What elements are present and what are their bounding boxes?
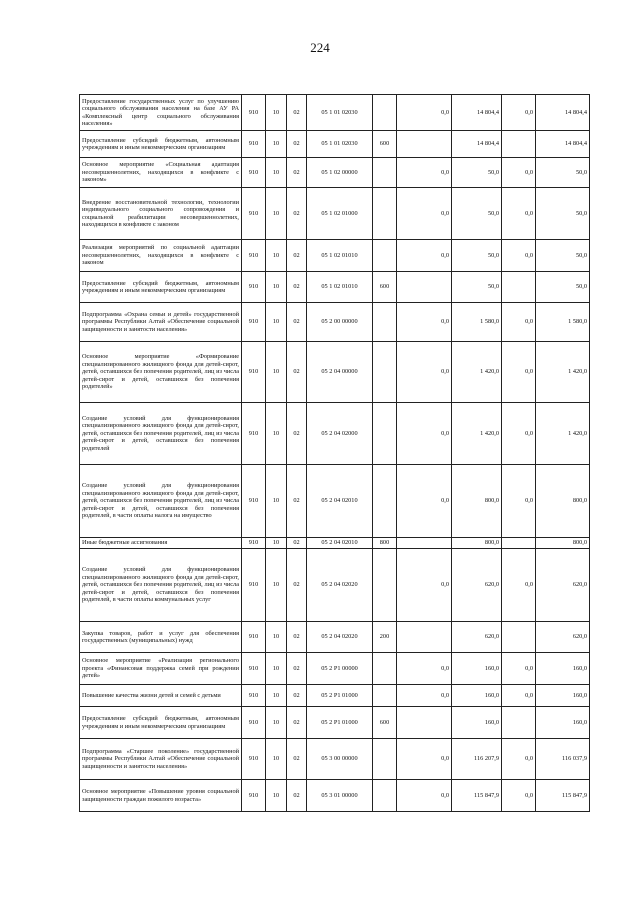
- cell-amount-4: 50,0: [536, 240, 590, 272]
- cell-amount-4: 620,0: [536, 622, 590, 653]
- cell-amount-1: 0,0: [397, 780, 452, 812]
- cell-subsection: 02: [287, 685, 307, 707]
- cell-amount-4: 160,0: [536, 707, 590, 739]
- table-row: [80, 188, 590, 240]
- cell-amount-1: 0,0: [397, 653, 452, 685]
- cell-expense-kind: 600: [373, 707, 397, 739]
- cell-amount-2: 50,0: [452, 158, 502, 188]
- cell-amount-3: 0,0: [502, 95, 536, 131]
- cell-name: Повышение качества жизни детей и семей с детьми: [80, 685, 242, 707]
- table-row: [80, 653, 590, 685]
- budget-table: [79, 94, 590, 812]
- cell-section: 10: [266, 95, 287, 131]
- cell-subsection: 02: [287, 622, 307, 653]
- cell-amount-3: 0,0: [502, 188, 536, 240]
- cell-section: 10: [266, 622, 287, 653]
- cell-amount-3: 0,0: [502, 739, 536, 780]
- cell-name: Предоставление государственных услуг по улучшению социального обслуживания населения на базе АУ РА «Комплексный центр социального обслуживания населения»: [80, 95, 242, 131]
- cell-target-article: 05 2 P1 01000: [307, 685, 373, 707]
- cell-expense-kind: 200: [373, 622, 397, 653]
- cell-target-article: 05 3 01 00000: [307, 780, 373, 812]
- cell-name: Подпрограмма «Охрана семьи и детей» государственной программы Республики Алтай «Обеспечение социальной защищенности и занятости населения»: [80, 303, 242, 342]
- cell-subsection: 02: [287, 131, 307, 158]
- cell-name: Основное мероприятие «Формирование специализированного жилищного фонда для детей-сирот, детей, оставшихся без попечения родителей, лиц из числа детей-сирот и детей, оставшихся без попечения родителей»: [80, 342, 242, 403]
- cell-subsection: 02: [287, 780, 307, 812]
- cell-expense-kind: [373, 465, 397, 538]
- cell-amount-4: 1 580,0: [536, 303, 590, 342]
- cell-target-article: 05 3 00 00000: [307, 739, 373, 780]
- table-row: [80, 739, 590, 780]
- cell-amount-1: 0,0: [397, 188, 452, 240]
- cell-amount-1: [397, 538, 452, 549]
- cell-name: Создание условий для функционирования специализированного жилищного фонда для детей-сирот, детей, оставшихся без попечения родителей, лиц из числа детей-сирот и детей, оставшихся без попечения родителей, в части оплаты коммунальных услуг: [80, 549, 242, 622]
- budget-table-body: [80, 95, 590, 812]
- table-row: [80, 538, 590, 549]
- cell-target-article: 05 2 04 00000: [307, 342, 373, 403]
- cell-name: Внедрение восстановительной технологии, технологии индивидуального социального сопровождения и социальной реабилитации несовершеннолетних, находящихся в конфликте с законом: [80, 188, 242, 240]
- cell-name: Подпрограмма «Старшее поколение» государственной программы Республики Алтай «Обеспечение социальной защищенности и занятости населения»: [80, 739, 242, 780]
- cell-subsection: 02: [287, 95, 307, 131]
- table-row: [80, 95, 590, 131]
- cell-amount-4: 620,0: [536, 549, 590, 622]
- cell-expense-kind: 600: [373, 272, 397, 303]
- cell-section: 10: [266, 780, 287, 812]
- cell-expense-kind: [373, 95, 397, 131]
- cell-amount-4: 50,0: [536, 272, 590, 303]
- cell-target-article: 05 1 02 01010: [307, 272, 373, 303]
- cell-section: 10: [266, 403, 287, 465]
- cell-amount-3: [502, 707, 536, 739]
- cell-target-article: 05 2 P1 01000: [307, 707, 373, 739]
- cell-ministry: 910: [242, 685, 266, 707]
- cell-amount-1: 0,0: [397, 685, 452, 707]
- cell-amount-3: 0,0: [502, 685, 536, 707]
- cell-section: 10: [266, 342, 287, 403]
- cell-amount-1: [397, 622, 452, 653]
- table-row: [80, 403, 590, 465]
- cell-ministry: 910: [242, 158, 266, 188]
- cell-section: 10: [266, 131, 287, 158]
- cell-amount-1: 0,0: [397, 303, 452, 342]
- cell-name: Создание условий для функционирования специализированного жилищного фонда для детей-сирот, детей, оставшихся без попечения родителей, лиц из числа детей-сирот и детей, оставшихся без попечения родителей: [80, 403, 242, 465]
- cell-expense-kind: [373, 685, 397, 707]
- cell-section: 10: [266, 653, 287, 685]
- cell-expense-kind: [373, 739, 397, 780]
- cell-amount-2: 620,0: [452, 549, 502, 622]
- cell-amount-2: 1 420,0: [452, 342, 502, 403]
- cell-amount-3: 0,0: [502, 465, 536, 538]
- cell-amount-3: 0,0: [502, 653, 536, 685]
- cell-amount-2: 160,0: [452, 685, 502, 707]
- cell-amount-2: 115 847,9: [452, 780, 502, 812]
- cell-ministry: 910: [242, 465, 266, 538]
- cell-section: 10: [266, 538, 287, 549]
- cell-target-article: 05 2 04 02020: [307, 549, 373, 622]
- cell-subsection: 02: [287, 272, 307, 303]
- cell-ministry: 910: [242, 739, 266, 780]
- cell-amount-1: 0,0: [397, 739, 452, 780]
- cell-amount-3: 0,0: [502, 403, 536, 465]
- cell-amount-2: 116 207,9: [452, 739, 502, 780]
- table-row: [80, 272, 590, 303]
- cell-amount-1: 0,0: [397, 403, 452, 465]
- cell-amount-2: 14 804,4: [452, 95, 502, 131]
- cell-name: Реализация мероприятий по социальной адаптации несовершеннолетних, находящихся в конфликте с законом: [80, 240, 242, 272]
- cell-amount-4: 800,0: [536, 538, 590, 549]
- cell-amount-1: [397, 707, 452, 739]
- cell-target-article: 05 1 02 01010: [307, 240, 373, 272]
- cell-expense-kind: [373, 342, 397, 403]
- table-row: [80, 240, 590, 272]
- cell-target-article: 05 2 04 02010: [307, 538, 373, 549]
- cell-amount-2: 1 580,0: [452, 303, 502, 342]
- cell-amount-1: 0,0: [397, 240, 452, 272]
- cell-section: 10: [266, 188, 287, 240]
- cell-ministry: 910: [242, 707, 266, 739]
- table-row: [80, 158, 590, 188]
- cell-name: Создание условий для функционирования специализированного жилищного фонда для детей-сирот, детей, оставшихся без попечения родителей, лиц из числа детей-сирот и детей, оставшихся без попечения родителей, в части оплаты налога на имущество: [80, 465, 242, 538]
- cell-expense-kind: 600: [373, 131, 397, 158]
- cell-expense-kind: [373, 158, 397, 188]
- cell-name: Основное мероприятие «Социальная адаптация несовершеннолетних, находящихся в конфликте с законом»: [80, 158, 242, 188]
- cell-name: Закупка товаров, работ и услуг для обеспечения государственных (муниципальных) нужд: [80, 622, 242, 653]
- cell-amount-4: 14 804,4: [536, 95, 590, 131]
- cell-section: 10: [266, 549, 287, 622]
- cell-amount-4: 800,0: [536, 465, 590, 538]
- cell-subsection: 02: [287, 707, 307, 739]
- cell-amount-3: 0,0: [502, 158, 536, 188]
- cell-target-article: 05 1 01 02030: [307, 95, 373, 131]
- cell-section: 10: [266, 739, 287, 780]
- cell-ministry: 910: [242, 342, 266, 403]
- cell-ministry: 910: [242, 303, 266, 342]
- cell-name: Основное мероприятие «Реализация регионального проекта «Финансовая поддержка семей при рождении детей»: [80, 653, 242, 685]
- cell-target-article: 05 1 02 01000: [307, 188, 373, 240]
- cell-amount-2: 50,0: [452, 188, 502, 240]
- cell-amount-4: 14 804,4: [536, 131, 590, 158]
- cell-amount-2: 800,0: [452, 465, 502, 538]
- cell-section: 10: [266, 158, 287, 188]
- cell-ministry: 910: [242, 622, 266, 653]
- cell-ministry: 910: [242, 131, 266, 158]
- cell-target-article: 05 1 02 00000: [307, 158, 373, 188]
- cell-amount-4: 115 847,9: [536, 780, 590, 812]
- cell-section: 10: [266, 707, 287, 739]
- cell-target-article: 05 1 01 02030: [307, 131, 373, 158]
- cell-subsection: 02: [287, 739, 307, 780]
- cell-amount-3: 0,0: [502, 549, 536, 622]
- cell-amount-2: 1 420,0: [452, 403, 502, 465]
- cell-amount-3: 0,0: [502, 240, 536, 272]
- cell-ministry: 910: [242, 403, 266, 465]
- cell-ministry: 910: [242, 780, 266, 812]
- cell-subsection: 02: [287, 465, 307, 538]
- cell-ministry: 910: [242, 188, 266, 240]
- cell-expense-kind: [373, 653, 397, 685]
- cell-amount-3: 0,0: [502, 342, 536, 403]
- cell-amount-1: [397, 131, 452, 158]
- cell-amount-4: 1 420,0: [536, 342, 590, 403]
- cell-amount-4: 50,0: [536, 188, 590, 240]
- cell-ministry: 910: [242, 549, 266, 622]
- cell-name: Предоставление субсидий бюджетным, автономным учреждениям и иным некоммерческим организациям: [80, 131, 242, 158]
- cell-name: Основное мероприятие «Повышение уровня социальной защищенности граждан пожилого возраста»: [80, 780, 242, 812]
- cell-target-article: 05 2 04 02010: [307, 465, 373, 538]
- cell-amount-3: 0,0: [502, 780, 536, 812]
- cell-name: Иные бюджетные ассигнования: [80, 538, 242, 549]
- cell-section: 10: [266, 685, 287, 707]
- cell-name: Предоставление субсидий бюджетным, автономным учреждениям и иным некоммерческим организациям: [80, 707, 242, 739]
- cell-amount-3: [502, 538, 536, 549]
- cell-amount-1: [397, 272, 452, 303]
- cell-amount-4: 160,0: [536, 653, 590, 685]
- cell-amount-4: 1 420,0: [536, 403, 590, 465]
- cell-expense-kind: [373, 549, 397, 622]
- cell-subsection: 02: [287, 240, 307, 272]
- cell-section: 10: [266, 303, 287, 342]
- cell-expense-kind: [373, 240, 397, 272]
- table-row: [80, 622, 590, 653]
- cell-amount-3: [502, 131, 536, 158]
- cell-target-article: 05 2 00 00000: [307, 303, 373, 342]
- cell-amount-2: 50,0: [452, 240, 502, 272]
- cell-section: 10: [266, 240, 287, 272]
- table-row: [80, 780, 590, 812]
- cell-amount-2: 620,0: [452, 622, 502, 653]
- cell-amount-2: 14 804,4: [452, 131, 502, 158]
- cell-subsection: 02: [287, 158, 307, 188]
- cell-ministry: 910: [242, 272, 266, 303]
- cell-expense-kind: 800: [373, 538, 397, 549]
- cell-ministry: 910: [242, 538, 266, 549]
- cell-subsection: 02: [287, 549, 307, 622]
- cell-subsection: 02: [287, 342, 307, 403]
- table-row: [80, 303, 590, 342]
- cell-target-article: 05 2 P1 00000: [307, 653, 373, 685]
- cell-subsection: 02: [287, 303, 307, 342]
- cell-amount-4: 50,0: [536, 158, 590, 188]
- table-row: [80, 685, 590, 707]
- cell-subsection: 02: [287, 538, 307, 549]
- table-row: [80, 707, 590, 739]
- cell-ministry: 910: [242, 240, 266, 272]
- cell-amount-3: 0,0: [502, 303, 536, 342]
- cell-amount-2: 50,0: [452, 272, 502, 303]
- cell-expense-kind: [373, 403, 397, 465]
- cell-section: 10: [266, 465, 287, 538]
- cell-amount-2: 160,0: [452, 707, 502, 739]
- cell-amount-1: 0,0: [397, 342, 452, 403]
- cell-expense-kind: [373, 780, 397, 812]
- cell-target-article: 05 2 04 02000: [307, 403, 373, 465]
- cell-amount-1: 0,0: [397, 465, 452, 538]
- cell-amount-1: 0,0: [397, 158, 452, 188]
- cell-target-article: 05 2 04 02020: [307, 622, 373, 653]
- cell-section: 10: [266, 272, 287, 303]
- cell-ministry: 910: [242, 95, 266, 131]
- table-row: [80, 342, 590, 403]
- cell-expense-kind: [373, 303, 397, 342]
- table-row: [80, 549, 590, 622]
- cell-amount-3: [502, 272, 536, 303]
- cell-amount-2: 160,0: [452, 653, 502, 685]
- cell-subsection: 02: [287, 653, 307, 685]
- cell-amount-2: 800,0: [452, 538, 502, 549]
- page-number: 224: [310, 40, 330, 55]
- cell-name: Предоставление субсидий бюджетным, автономным учреждениям и иным некоммерческим организациям: [80, 272, 242, 303]
- table-row: [80, 131, 590, 158]
- cell-expense-kind: [373, 188, 397, 240]
- cell-amount-1: 0,0: [397, 95, 452, 131]
- cell-amount-1: 0,0: [397, 549, 452, 622]
- cell-subsection: 02: [287, 403, 307, 465]
- cell-amount-3: [502, 622, 536, 653]
- cell-amount-4: 160,0: [536, 685, 590, 707]
- table-row: [80, 465, 590, 538]
- cell-ministry: 910: [242, 653, 266, 685]
- cell-amount-4: 116 037,9: [536, 739, 590, 780]
- cell-subsection: 02: [287, 188, 307, 240]
